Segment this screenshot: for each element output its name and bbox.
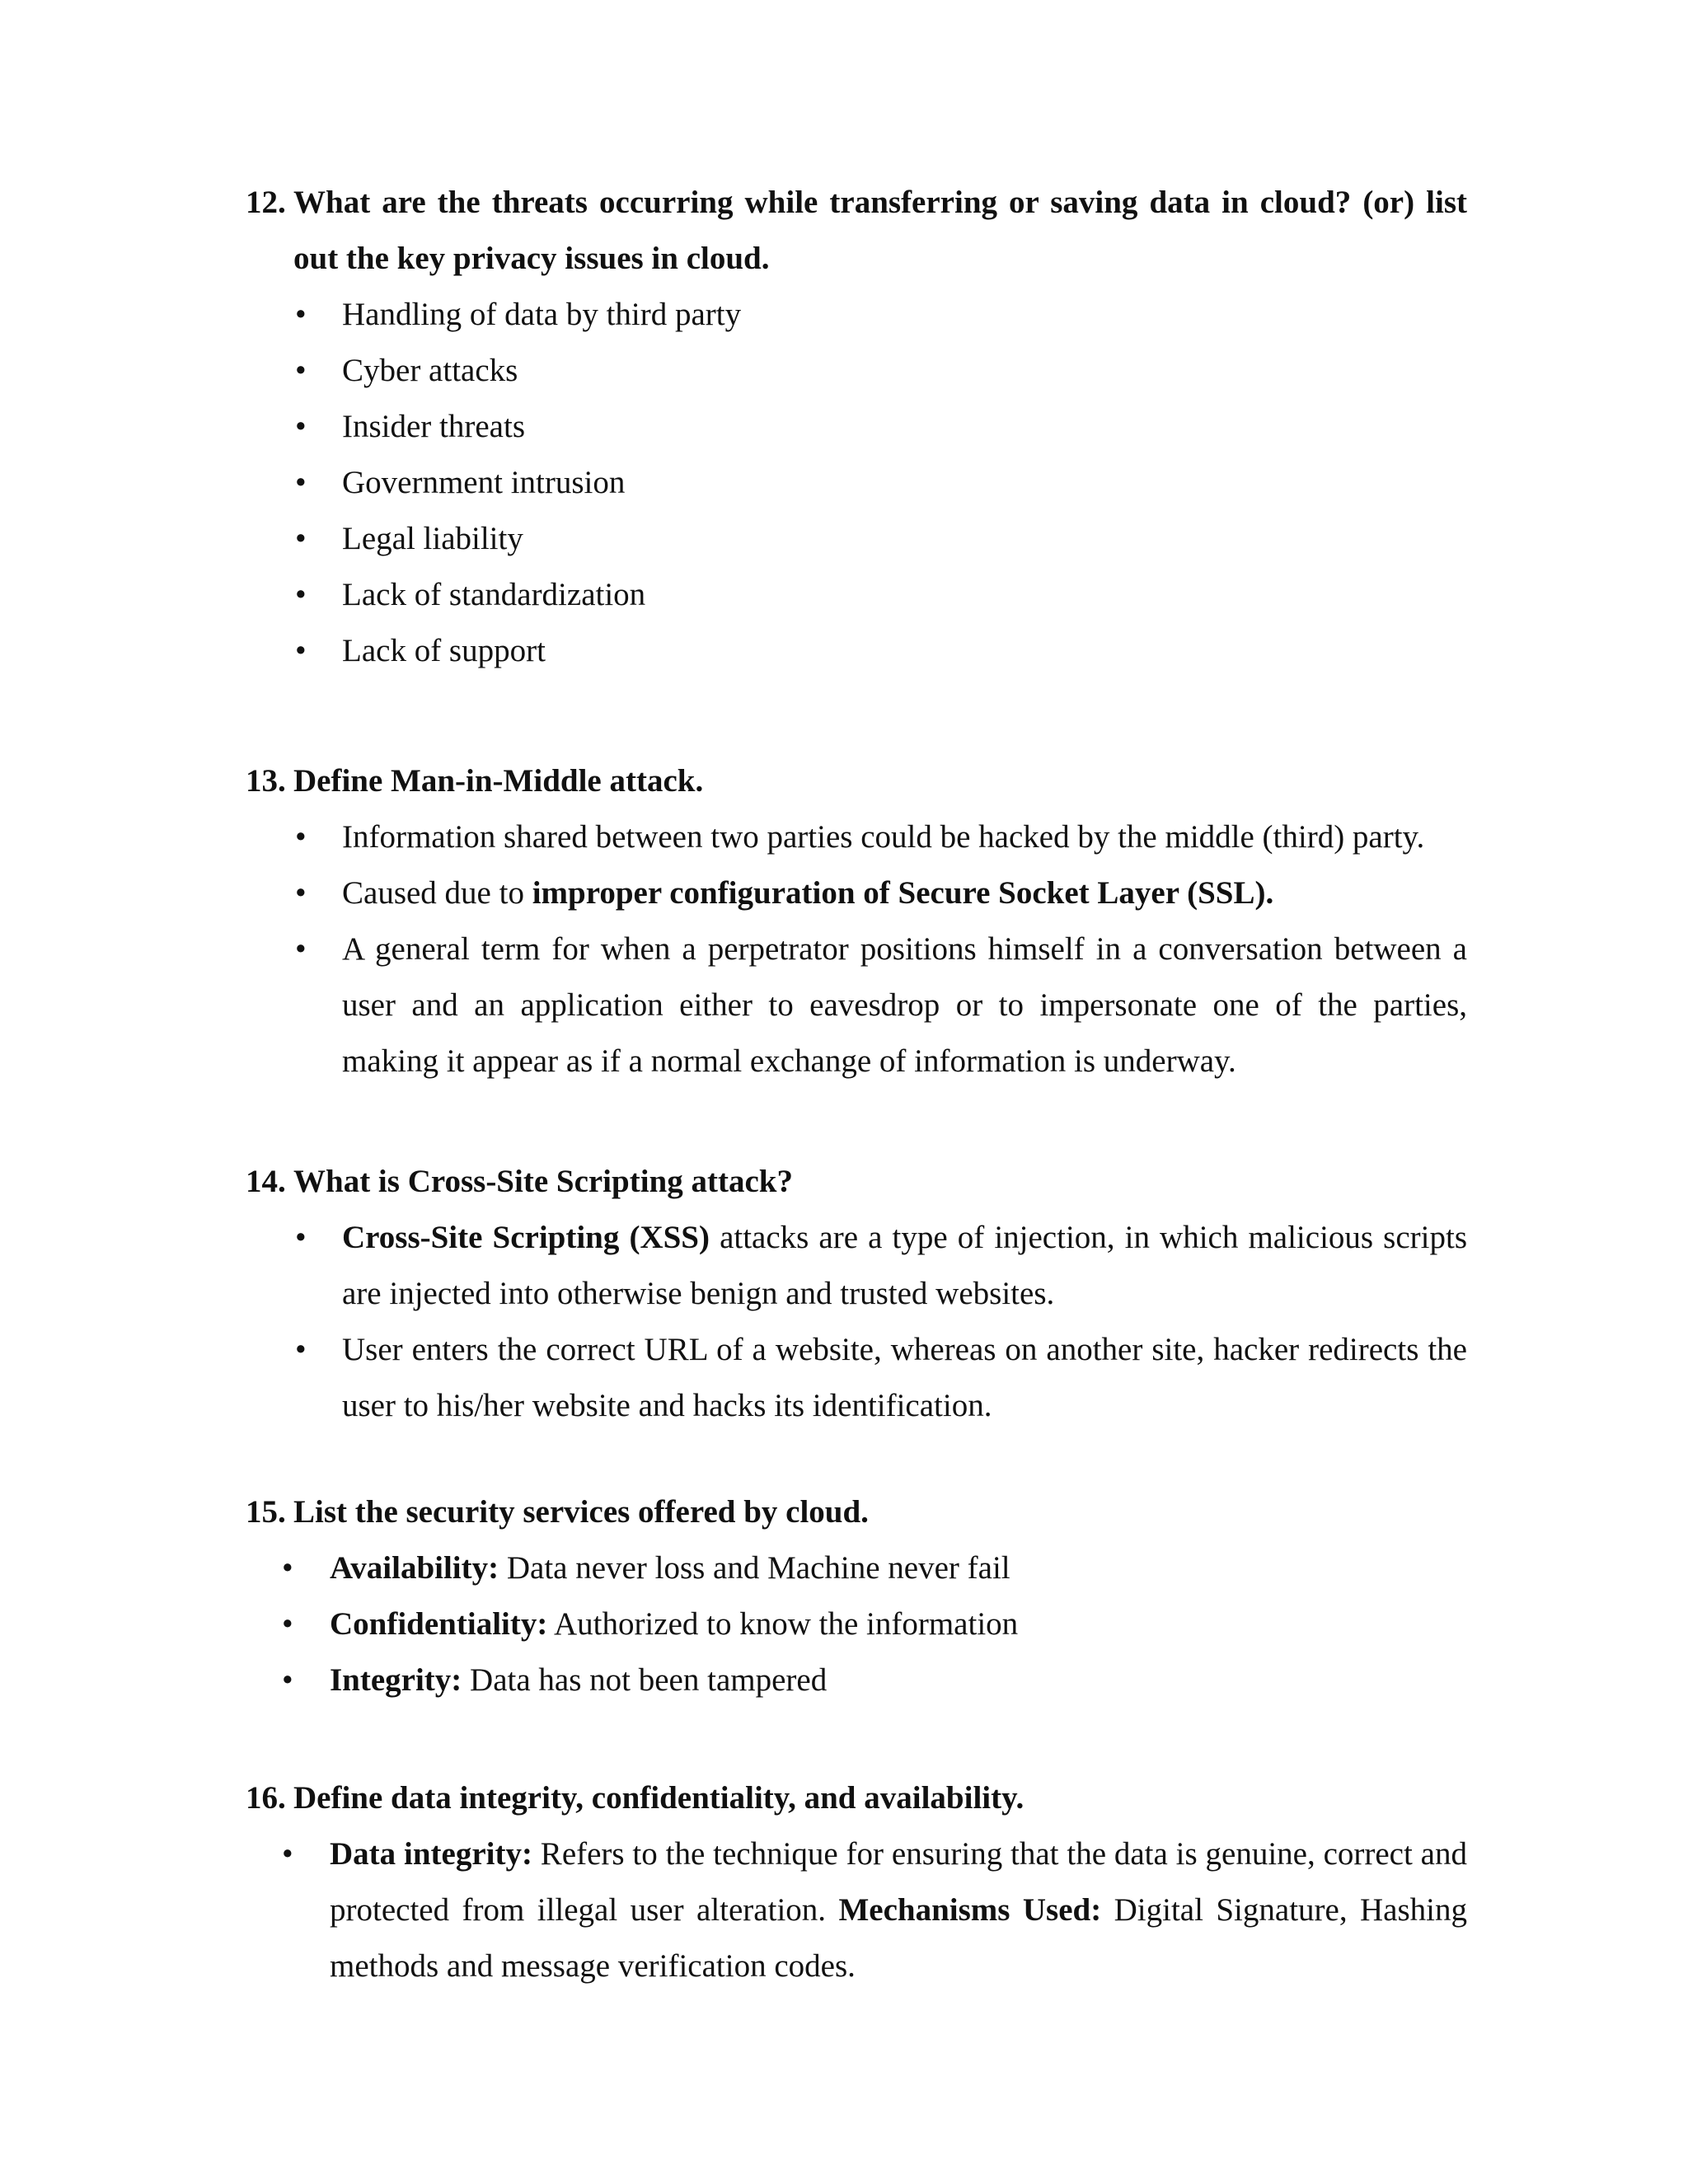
list-item: • Legal liability [246, 511, 1467, 567]
question-title: What is Cross-Site Scripting attack? [293, 1164, 793, 1199]
list-item: • Availability: Data never loss and Machine never fail [246, 1540, 1467, 1596]
bullet-icon: • [282, 1550, 293, 1586]
emphasis-text: Integrity: [330, 1662, 462, 1698]
list-item: • User enters the correct URL of a website, whereas on another site, hacker redirects the user to his/her website and hacks its identification. [246, 1322, 1467, 1434]
emphasis-text: improper configuration of Secure Socket Layer (SSL). [532, 875, 1274, 911]
list-item: • Government intrusion [246, 455, 1467, 511]
question-number: 16. [246, 1780, 286, 1816]
bullet-icon: • [295, 297, 307, 332]
list-item: • Integrity: Data has not been tampered [246, 1652, 1467, 1708]
answer-list [246, 287, 1467, 679]
answer-list [246, 1210, 1467, 1434]
list-item: • Caused due to improper configuration of Secure Socket Layer (SSL). [246, 865, 1467, 921]
bullet-icon: • [295, 521, 307, 556]
question-heading [246, 753, 1467, 809]
question-number: 14. [246, 1164, 286, 1199]
answer-list [246, 809, 1467, 1090]
question-title: What are the threats occurring while transferring or saving data in cloud? (or) list out the key privacy issues in cloud. [293, 185, 1467, 276]
question-number: 12. [246, 185, 286, 220]
list-item: • Cross-Site Scripting (XSS) attacks are a type of injection, in which malicious scripts are injected into otherwise benign and trusted websites. [246, 1210, 1467, 1322]
bullet-icon: • [295, 931, 307, 967]
question-number: 13. [246, 763, 286, 799]
bullet-icon: • [282, 1606, 293, 1642]
bullet-icon: • [295, 353, 307, 388]
question-number: 15. [246, 1494, 286, 1530]
emphasis-text: Data integrity: [330, 1836, 532, 1872]
list-item: • Cyber attacks [246, 343, 1467, 399]
section-15 [246, 1484, 1467, 1708]
emphasis-text: Cross-Site Scripting (XSS) [342, 1220, 710, 1255]
bullet-icon: • [295, 409, 307, 444]
emphasis-text: Confidentiality: [330, 1606, 548, 1642]
list-item: • A general term for when a perpetrator positions himself in a conversation between a user and an application either to eavesdrop or to impersonate one of the parties, making it appear as if a normal exchange of information is underway. [246, 921, 1467, 1090]
question-title: List the security services offered by cloud. [293, 1494, 869, 1530]
answer-list [246, 1826, 1467, 1994]
list-item: • Confidentiality: Authorized to know the information [246, 1596, 1467, 1652]
section-14 [246, 1154, 1467, 1434]
question-heading [246, 1484, 1467, 1540]
list-item: • Handling of data by third party [246, 287, 1467, 343]
section-12 [246, 175, 1467, 679]
bullet-icon: • [282, 1836, 293, 1872]
list-item: • Information shared between two parties could be hacked by the middle (third) party. [246, 809, 1467, 865]
emphasis-text: Mechanisms Used: [838, 1892, 1102, 1928]
section-13 [246, 753, 1467, 1090]
list-item: • Insider threats [246, 399, 1467, 455]
section-16 [246, 1770, 1467, 1994]
bullet-icon: • [295, 1220, 307, 1255]
bullet-icon: • [282, 1662, 293, 1698]
bullet-icon: • [295, 819, 307, 855]
question-title: Define data integrity, confidentiality, and availability. [293, 1780, 1025, 1816]
bullet-icon: • [295, 1332, 307, 1367]
bullet-icon: • [295, 577, 307, 612]
list-item: • Lack of support [246, 623, 1467, 679]
question-title: Define Man-in-Middle attack. [293, 763, 704, 799]
question-heading [246, 1154, 1467, 1210]
list-item: • Data integrity: Refers to the technique for ensuring that the data is genuine, correct and protected from illegal user alteration. Mechanisms Used: Digital Signature, Hashing methods and message verification codes. [246, 1826, 1467, 1994]
bullet-icon: • [295, 633, 307, 668]
question-heading [246, 175, 1467, 287]
answer-list [246, 1540, 1467, 1708]
bullet-icon: • [295, 465, 307, 500]
bullet-icon: • [295, 875, 307, 911]
question-heading [246, 1770, 1467, 1826]
emphasis-text: Availability: [330, 1550, 499, 1586]
list-item: • Lack of standardization [246, 567, 1467, 623]
